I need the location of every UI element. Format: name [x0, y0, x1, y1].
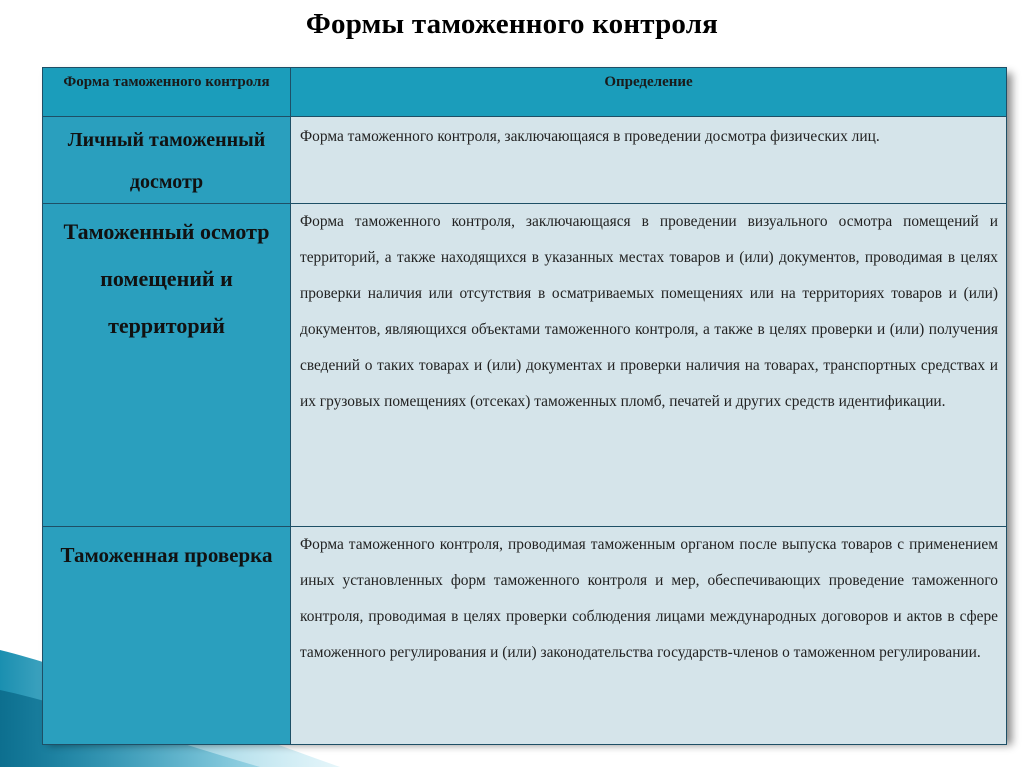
table-row [43, 117, 1007, 204]
table-header-row [43, 68, 1007, 117]
table-row [43, 527, 1007, 745]
header-definition: Определение [291, 68, 1007, 117]
form-name-cell: Таможенная проверка [43, 527, 291, 745]
header-form: Форма таможенного контроля [43, 68, 291, 117]
customs-control-table [42, 67, 1006, 739]
page-title: Формы таможенного контроля [305, 8, 719, 40]
definition-cell: Форма таможенного контроля, заключающаяся в проведении досмотра физических лиц. [291, 117, 1007, 204]
form-name-cell: Таможенный осмотр помещений и территорий [43, 204, 291, 527]
definition-cell: Форма таможенного контроля, заключающаяся в проведении визуального осмотра помещений и территорий, а также находящихся в указанных местах товаров и (или) документов, проводимая в целях проверки наличия или отсутствия в осматриваемых помещениях или на территориях товаров и (или) документов, являющихся объектами таможенного контроля, а также в целях проверки и (или) получения сведений о таких товарах и (или) документах и проверки наличия на товарах, транспортных средствах и их грузовых помещениях (отсеках) таможенных пломб, печатей и других средств идентификации. [291, 204, 1007, 527]
definition-cell: Форма таможенного контроля, проводимая таможенным органом после выпуска товаров с применением иных установленных форм таможенного контроля и мер, обеспечивающих проведение таможенного контроля, проводимая в целях проверки соблюдения лицами международных договоров и актов в сфере таможенного регулирования и (или) законодательства государств-членов о таможенном регулировании. [291, 527, 1007, 745]
form-name-cell: Личный таможенный досмотр [43, 117, 291, 204]
table-row [43, 204, 1007, 527]
